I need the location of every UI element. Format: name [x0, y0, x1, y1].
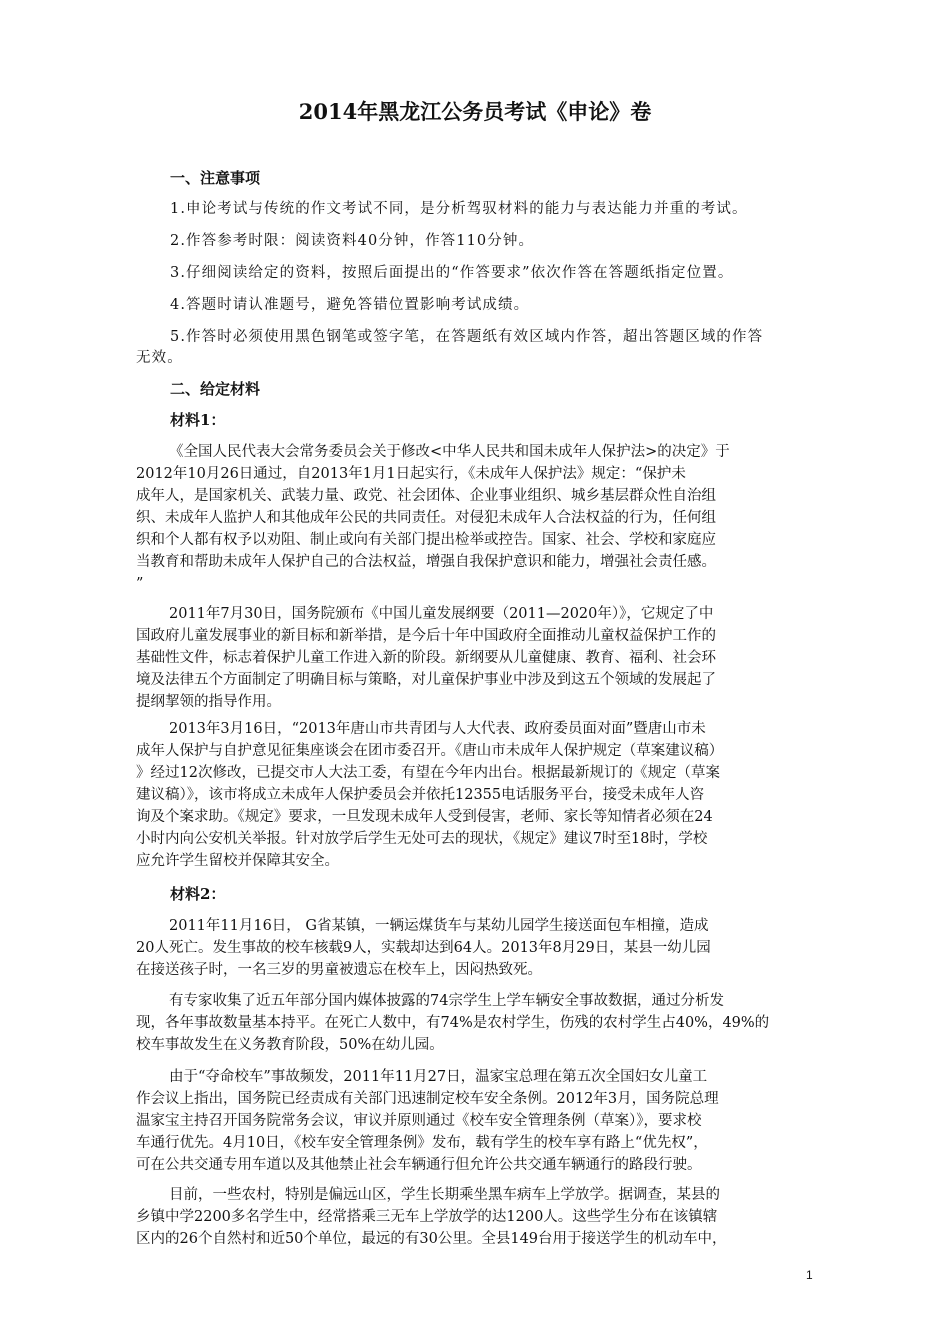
- material-1-paragraph-1: [136, 441, 821, 595]
- text-line: ”: [136, 576, 144, 592]
- note-item-4: 4.答题时请认准题号，避免答错位置影响考试成绩。: [170, 297, 530, 313]
- text-line: 小时内向公安机关举报。针对放学后学生无处可去的现状，《规定》建议7时至18时，学校: [136, 831, 708, 847]
- text-line: 成年人，是国家机关、武装力量、政党、社会团体、企业事业组织、城乡基层群众性自治组: [136, 488, 716, 504]
- text-line: 校车事故发生在义务教育阶段，50%在幼儿园。: [136, 1037, 444, 1053]
- text-line: 提纲挈领的指导作用。: [136, 694, 281, 710]
- text-line: 温家宝主持召开国务院常务会议，审议并原则通过《校车安全管理条例（草案）》，要求校: [136, 1113, 702, 1129]
- text-line: 车通行优先。4月10日，《校车安全管理条例》发布，载有学生的校车享有路上“优先权”，: [136, 1135, 708, 1151]
- document-title: 2014年黑龙江公务员考试《申论》卷: [298, 99, 652, 124]
- note-item-5-cont: 无效。: [136, 350, 183, 366]
- note-item-3: 3.仔细阅读给定的资料，按照后面提出的“作答要求”依次作答在答题纸指定位置。: [170, 265, 734, 281]
- text-line: 国政府儿童发展事业的新目标和新举措，是今后十年中国政府全面推动儿童权益保护工作的: [136, 628, 716, 644]
- section-heading-materials: 二、给定材料: [170, 380, 261, 398]
- text-line: 织和个人都有权予以劝阻、制止或向有关部门提出检举或控告。国家、社会、学校和家庭应: [136, 532, 716, 548]
- text-line: 区内的26个自然村和近50个单位，最远的有30公里。全县149台用于接送学生的机动车中，: [136, 1231, 727, 1247]
- text-line: 基础性文件，标志着保护儿童工作进入新的阶段。新纲要从儿童健康、教育、福利、社会环: [136, 650, 716, 666]
- material-2-paragraph-3: [136, 1066, 821, 1176]
- text-line: 2013年3月16日，“2013年唐山市共青团与人大代表、政府委员面对面”暨唐山市未: [169, 721, 706, 737]
- text-line: 当教育和帮助未成年人保护自己的合法权益，增强自我保护意识和能力，增强社会责任感。: [136, 554, 716, 570]
- text-line: 建议稿）》，该市将成立未成年人保护委员会并依托12355电话服务平台，接受未成年人咨: [136, 787, 705, 803]
- note-item-2: 2.作答参考时限：阅读资料40分钟，作答110分钟。: [170, 233, 535, 249]
- text-line: 应允许学生留校并保障其安全。: [136, 853, 339, 869]
- text-line: 在接送孩子时，一名三岁的男童被遗忘在校车上，因闷热致死。: [136, 962, 542, 978]
- material-1-paragraph-3: [136, 718, 821, 872]
- text-line: 现，各年事故数量基本持平。在死亡人数中，有74%是农村学生，伤残的农村学生占40%，49%的: [136, 1015, 770, 1031]
- material-1-label: 材料1：: [170, 411, 226, 429]
- text-line: 由于“夺命校车”事故频发，2011年11月27日，温家宝总理在第五次全国妇女儿童工: [169, 1069, 708, 1085]
- text-line: 目前，一些农村，特别是偏远山区，学生长期乘坐黑车病车上学放学。据调查，某县的: [169, 1187, 720, 1203]
- text-line: 2011年11月16日， G省某镇，一辆运煤货车与某幼儿园学生接送面包车相撞，造成: [169, 918, 709, 934]
- material-2-paragraph-2: [136, 990, 821, 1056]
- note-item-5: 5.作答时必须使用黑色钢笔或签字笔，在答题纸有效区域内作答，超出答题区域的作答: [170, 329, 764, 345]
- text-line: 《全国人民代表大会常务委员会关于修改<中华人民共和国未成年人保护法>的决定》于: [169, 444, 730, 460]
- text-line: 乡镇中学2200多名学生中，经常搭乘三无车上学放学的达1200人。这些学生分布在该镇辖: [136, 1209, 718, 1225]
- page-number: 1: [806, 1268, 813, 1282]
- text-line: 20人死亡。发生事故的校车核载9人，实载却达到64人。2013年8月29日，某县一幼儿园: [136, 940, 711, 956]
- section-heading-notes: 一、注意事项: [170, 169, 261, 187]
- text-line: 作会议上指出，国务院已经责成有关部门迅速制定校车安全条例。2012年3月，国务院总理: [136, 1091, 719, 1107]
- text-line: 询及个案求助。《规定》要求，一旦发现未成年人受到侵害，老师、家长等知情者必须在24: [136, 809, 713, 825]
- text-line: 2012年10月26日通过，自2013年1月1日起实行，《未成年人保护法》规定：“保护未: [136, 466, 686, 482]
- material-2-paragraph-1: [136, 915, 821, 981]
- material-2-paragraph-4: [136, 1184, 821, 1250]
- text-line: 2011年7月30日，国务院颁布《中国儿童发展纲要（2011—2020年）》，它规定了中: [169, 606, 714, 622]
- material-2-label: 材料2：: [170, 885, 226, 903]
- text-line: 可在公共交通专用车道以及其他禁止社会车辆通行但允许公共交通车辆通行的路段行驶。: [136, 1157, 702, 1173]
- material-1-paragraph-2: [136, 603, 821, 713]
- text-line: 有专家收集了近五年部分国内媒体披露的74宗学生上学车辆安全事故数据，通过分析发: [169, 993, 724, 1009]
- text-line: 》经过12次修改，已提交市人大法工委，有望在今年内出台。根据最新规订的《规定（草案: [136, 765, 720, 781]
- note-item-1: 1.申论考试与传统的作文考试不同，是分析驾驭材料的能力与表达能力并重的考试。: [170, 201, 748, 217]
- text-line: 境及法律五个方面制定了明确目标与策略，对儿童保护事业中涉及到这五个领域的发展起了: [136, 672, 716, 688]
- text-line: 织、未成年人监护人和其他成年公民的共同责任。对侵犯未成年人合法权益的行为，任何组: [136, 510, 716, 526]
- text-line: 成年人保护与自护意见征集座谈会在团市委召开。《唐山市未成年人保护规定（草案建议稿）: [136, 743, 724, 759]
